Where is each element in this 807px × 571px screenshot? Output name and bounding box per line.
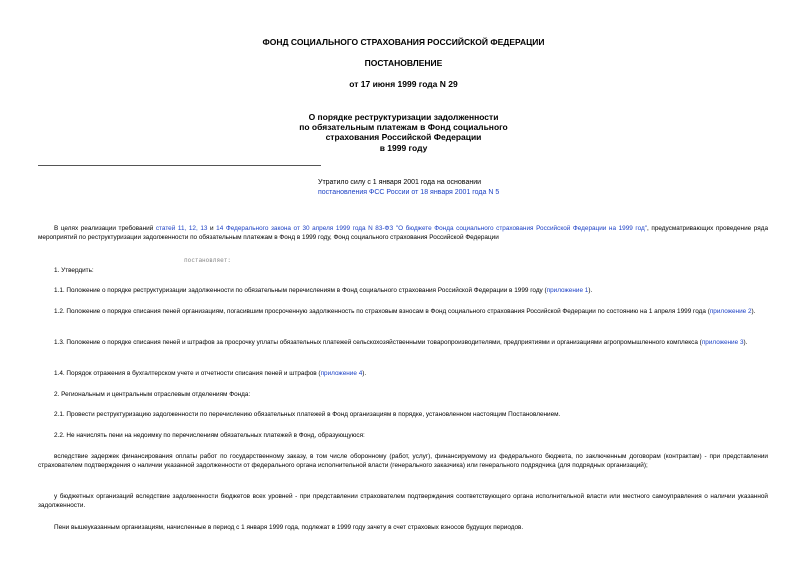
postanovlyaet-label: постановляет:: [184, 257, 231, 264]
item-end: ).: [362, 370, 367, 377]
item-end: ).: [751, 308, 756, 315]
item-2-3: [38, 523, 768, 532]
status-text: Утратило силу с 1 января 2001 года на основании: [318, 179, 482, 186]
item-end: ).: [743, 339, 748, 346]
subject-line: страхования Российской Федерации: [325, 132, 482, 143]
item-1-3: [38, 338, 768, 347]
item-1-2: [38, 307, 768, 316]
divider: [38, 165, 321, 166]
item-text: 2.2. Не начислять пени на недоимку по перечислениям обязательных платежей в Фонд, образующуюся:: [54, 432, 365, 439]
item-end: ).: [588, 287, 593, 294]
item-2-1: [38, 410, 768, 419]
item-1-1: [38, 286, 768, 295]
intro-pre: В целях реализации требований: [54, 225, 156, 232]
item-text: 1.2. Положение о порядке списания пеней организациям, погасившим просроченную задолженность по страховым взносам в Фонд социального страхования Российской Федерации по состоянию на 1 апреля 1999 года (: [54, 308, 710, 315]
status-link[interactable]: постановления ФСС России от 18 января 2001 года N 5: [318, 189, 500, 196]
doc-type: ПОСТАНОВЛЕНИЕ: [364, 58, 443, 68]
doc-subject: [0, 112, 807, 153]
appendix-2-link[interactable]: приложение 2: [709, 308, 752, 315]
item-1-4: [38, 369, 768, 378]
item-text: 2.1. Провести реструктуризацию задолженности по перечислению обязательных платежей в Фонд организациям в порядке, установленном настоящим Постановлением.: [54, 411, 561, 418]
item-text: 1.4. Порядок отражения в бухгалтерском учете и отчетности списания пеней и штрафов (: [54, 370, 321, 377]
item-2: [38, 390, 768, 399]
subject-line: в 1999 году: [379, 142, 428, 153]
subject-line: О порядке реструктуризации задолженности: [308, 112, 499, 122]
intro-mid: и: [207, 225, 217, 232]
item-2-2: [38, 431, 768, 440]
subject-line: по обязательным платежам в Фонд социального: [299, 122, 508, 133]
item-text: вследствие задержек финансирования оплаты работ по государственному заказу, в том числе оборонному (работ, услуг), финансируемому из федерального бюджета, по заключенным договорам (контрактам) - при представлении страхователем подтверждения о наличии указанной задолженности от федерального органа исполнительной власти (генерального заказчика) или генерального подрядчика (для подрядных организаций);: [38, 453, 768, 469]
item-text: Пени вышеуказанным организациям, начисленные в период с 1 января 1999 года, подлежат в 1999 году зачету в счет страховых взносов будущих периодов.: [54, 524, 524, 531]
item-text: 2. Региональным и центральным отраслевым отделениям Фонда:: [54, 391, 251, 398]
item-2-2-a: [38, 452, 768, 470]
intro-paragraph: [38, 224, 768, 242]
item-text: 1.3. Положение о порядке списания пеней и штрафов за просрочку уплаты обязательных платежей сельскохозяйственными товаропроизводителями, предприятиями и организациями агропромышленного комплекса (: [54, 339, 702, 346]
law-articles-link[interactable]: статей 11, 12, 13: [155, 225, 208, 232]
appendix-3-link[interactable]: приложение 3: [701, 339, 744, 346]
org-title: ФОНД СОЦИАЛЬНОГО СТРАХОВАНИЯ РОССИЙСКОЙ ФЕДЕРАЦИИ: [262, 37, 545, 47]
item-text: 1. Утвердить:: [54, 267, 94, 274]
item-2-2-b: [38, 492, 768, 510]
appendix-4-link[interactable]: приложение 4: [320, 370, 363, 377]
intro-post: , предусматривающих проведение ряда мероприятий по реструктуризации задолженности по обязательным платежам в Фонд в 1999 году, Фонд социального страхования Российской Федерации: [38, 225, 769, 241]
status-note: [318, 178, 499, 198]
doc-date-number: от 17 июня 1999 года N 29: [349, 79, 458, 89]
appendix-1-link[interactable]: приложение 1: [546, 287, 589, 294]
item-text: у бюджетных организаций вследствие задолженности бюджетов всех уровней - при представлении страхователем подтверждения соответствующего органа исполнительной власти или местного самоуправления о наличии указанной задолженности.: [38, 493, 768, 509]
law-link[interactable]: 14 Федерального закона от 30 апреля 1999 года N 83-ФЗ "О бюджете Фонда социального страхования Российской Федерации на 1999 год": [216, 225, 647, 232]
item-text: 1.1. Положение о порядке реструктуризации задолженности по обязательным перечислениям в Фонд социального страхования Российской Федерации в 1999 году (: [54, 287, 547, 294]
item-1: [38, 266, 768, 275]
